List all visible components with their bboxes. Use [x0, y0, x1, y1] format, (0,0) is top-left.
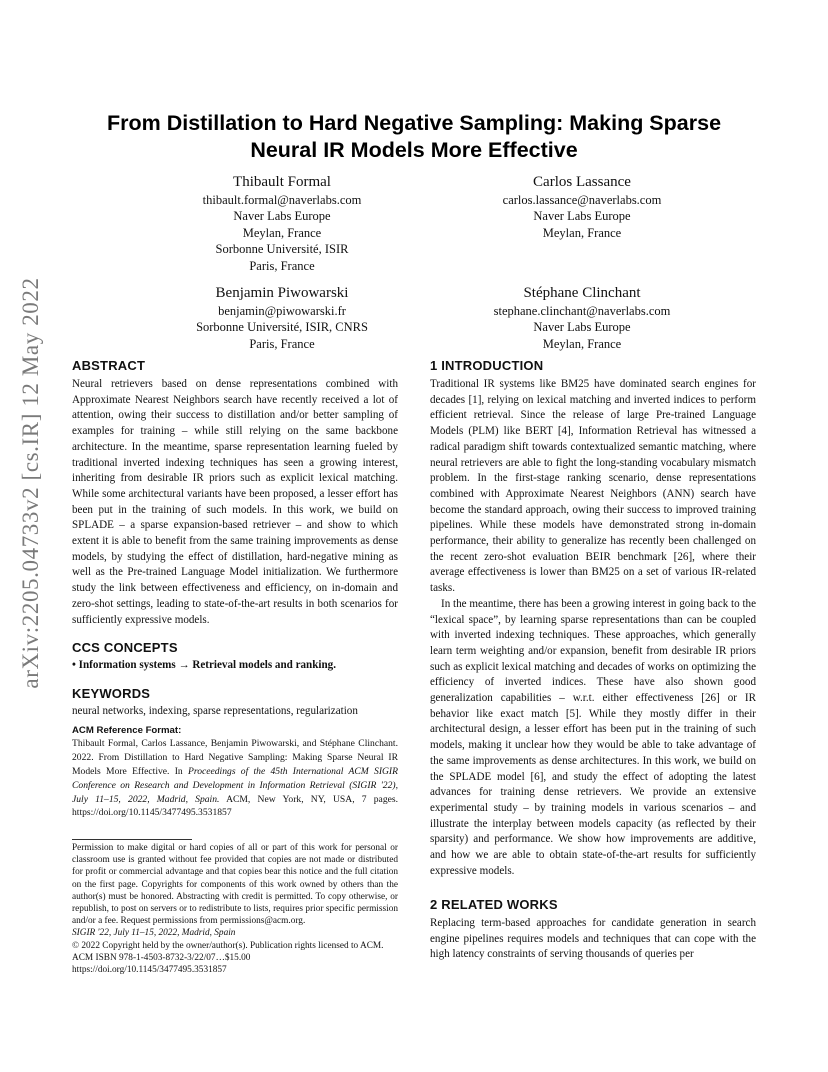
acm-reference-heading: ACM Reference Format: — [72, 724, 182, 736]
acm-reference-tail: ACM, New York, NY, USA, 7 pages. https://doi.org/10.1145/3477495.3531857 — [72, 793, 399, 819]
arxiv-stamp: arXiv:2205.04733v2 [cs.IR] 12 May 2022 — [18, 277, 43, 689]
acm-reference-venue: Proceedings of the 45th International ACM SIGIR Conference on Research and Development in Information Retrieval (SIGIR '22), July 11–15, 2022, Madrid, Spain. — [72, 766, 398, 805]
introduction-body — [430, 377, 756, 880]
abstract-heading: ABSTRACT — [72, 358, 146, 373]
conference-line: SIGIR '22, July 11–15, 2022, Madrid, Spain — [72, 928, 236, 939]
author-block-1 — [146, 172, 418, 274]
ccs-text: • Information systems → Retrieval models and ranking. — [72, 659, 336, 672]
author-location: Meylan, France — [242, 225, 322, 240]
keywords-text: neural networks, indexing, sparse representations, regularization — [72, 704, 358, 717]
left-column — [72, 358, 398, 820]
copyright-line: © 2022 Copyright held by the owner/author(s). Publication rights licensed to ACM. — [72, 940, 384, 951]
title-line-2: Neural IR Models More Effective — [250, 138, 578, 162]
abstract-text: Neural retrievers based on dense representations combined with Approximate Nearest Neighbors search have recently received a lot of attention, owing their success to distillation and/or better sampling of examples for training – while still relying on the same backbone architecture. In the meantime, sparse representation learning fueled by traditional inverted indexing techniques has seen a growing interest, inheriting from desirable IR priors such as explicit lexical matching. While some architectural variants have been proposed, a lesser effort has been put in the training of such models. In this work, we build on SPLADE – a sparse expansion-based retriever – and show to which extent it is able to benefit from the same training improvements as dense models, by studying the effect of distillation, hard-negative mining as well as the Pre-trained Language Model initialization. We furthermore study the link between effectiveness and efficiency, on in-domain and zero-shot settings, leading to state-of-the-art results in both scenarios for sufficiently expressive models. — [72, 378, 398, 626]
introduction-paragraph: In the meantime, there has been a growing interest in going back to the “lexical space”, by learning sparse representations than can be coupled with inverted indexing techniques. These approaches, which generally learn term weighting and/or expansion, benefit from desirable IR priors such as explicit lexical matching and decades of works on optimizing the efficiency of inverted indices. These have also shown good generalization capabilities – w.r.t. either effectiveness [26] or IR behavior like exact match [5]. While they mostly differ in their architectural design, a lesser effort has been put in the training of such models, making it unclear how they would be able to take advantage of the same improvements as dense architectures. In this work, we build on the SPLADE model [6], and study the effect of adopting the latest advances for training dense retrievers. We provide an extensive experimental study – by training models in various scenarios – and illustrate the interplay between models capacity (as reflected by their sparsity) and performance. We show how improvements are additive, and how we are able to obtain state-of-the-art results for sufficiently expressive models. — [430, 597, 756, 877]
author-block-4 — [446, 283, 718, 352]
author-block-3 — [146, 283, 418, 352]
author-name: Stéphane Clinchant — [523, 285, 641, 301]
author-email: thibault.formal@naverlabs.com — [202, 193, 362, 207]
title-line-1: From Distillation to Hard Negative Sampling: Making Sparse — [106, 111, 722, 135]
isbn-line: ACM ISBN 978-1-4503-8732-3/22/07…$15.00 — [72, 952, 251, 963]
author-location: Paris, France — [249, 258, 315, 273]
author-name: Thibault Formal — [233, 174, 331, 190]
related-works-heading: 2 RELATED WORKS — [430, 897, 558, 912]
footnote-rule — [72, 839, 192, 840]
paper-title — [72, 110, 756, 164]
acm-reference-authors: Thibault Formal, Carlos Lassance, Benjamin Piwowarski, and Stéphane Clinchant. 2022. From Distillation to Hard Negative Sampling: Making Sparse Neural IR Models More Effective. In — [72, 738, 398, 778]
author-email: stephane.clinchant@naverlabs.com — [493, 304, 671, 318]
right-column — [430, 358, 756, 880]
author-location: Meylan, France — [542, 225, 622, 240]
author-name: Benjamin Piwowarski — [215, 285, 349, 301]
doi-line: https://doi.org/10.1145/3477495.3531857 — [72, 965, 227, 976]
ccs-heading: CCS CONCEPTS — [72, 640, 178, 656]
acm-reference — [72, 724, 398, 821]
related-works-section — [430, 897, 756, 963]
permission-block — [72, 842, 398, 976]
author-email: benjamin@piwowarski.fr — [218, 304, 346, 318]
author-location: Meylan, France — [542, 336, 622, 351]
author-affiliation: Sorbonne Université, ISIR, CNRS — [196, 320, 368, 335]
related-works-paragraph: Replacing term-based approaches for candidate generation in search engine pipelines requires models and techniques that can cope with the high latency constraints of serving thousands of queries per — [430, 917, 756, 961]
author-affiliation: Sorbonne Université, ISIR — [215, 242, 349, 257]
author-block-2 — [446, 172, 718, 241]
author-email: carlos.lassance@naverlabs.com — [502, 193, 662, 207]
author-affiliation: Naver Labs Europe — [233, 209, 331, 224]
author-affiliation: Naver Labs Europe — [533, 320, 631, 335]
author-location: Paris, France — [249, 336, 315, 351]
introduction-paragraph: Traditional IR systems like BM25 have dominated search engines for decades [1], relying on lexical matching and inverted indices to perform efficient retrieval. Since the release of large Pre-trained Language Models (PLM) like BERT [4], Information Retrieval has witnessed a radical paradigm shift towards contextualized semantic matching, where neural retrievers are able to fight the long-standing vocabulary mismatch problem. In the first-stage ranking scenario, dense representations combined with Approximate Nearest Neighbors (ANN) search have become the standard approach, owing their success to improved training pipelines. While these models have demonstrated strong in-domain performance, their ability to generalize has recently been challenged on the recent zero-shot evaluation BEIR benchmark [26], where their average effectiveness is lower than BM25 on a set of various IR-related tasks. — [430, 378, 756, 595]
author-name: Carlos Lassance — [533, 174, 631, 190]
author-affiliation: Naver Labs Europe — [533, 209, 631, 224]
introduction-heading: 1 INTRODUCTION — [430, 358, 544, 373]
keywords-heading: KEYWORDS — [72, 685, 151, 701]
permission-text: Permission to make digital or hard copies of all or part of this work for personal or classroom use is granted without fee provided that copies are not made or distributed for profit or commercial advantage and that copies bear this notice and the full citation on the first page. Copyrights for components of this work owned by others than the author(s) must be honored. Abstracting with credit is permitted. To copy otherwise, or republish, to post on servers or to redistribute to lists, requires prior specific permission and/or a fee. Request permissions from permissions@acm.org. — [72, 843, 398, 927]
